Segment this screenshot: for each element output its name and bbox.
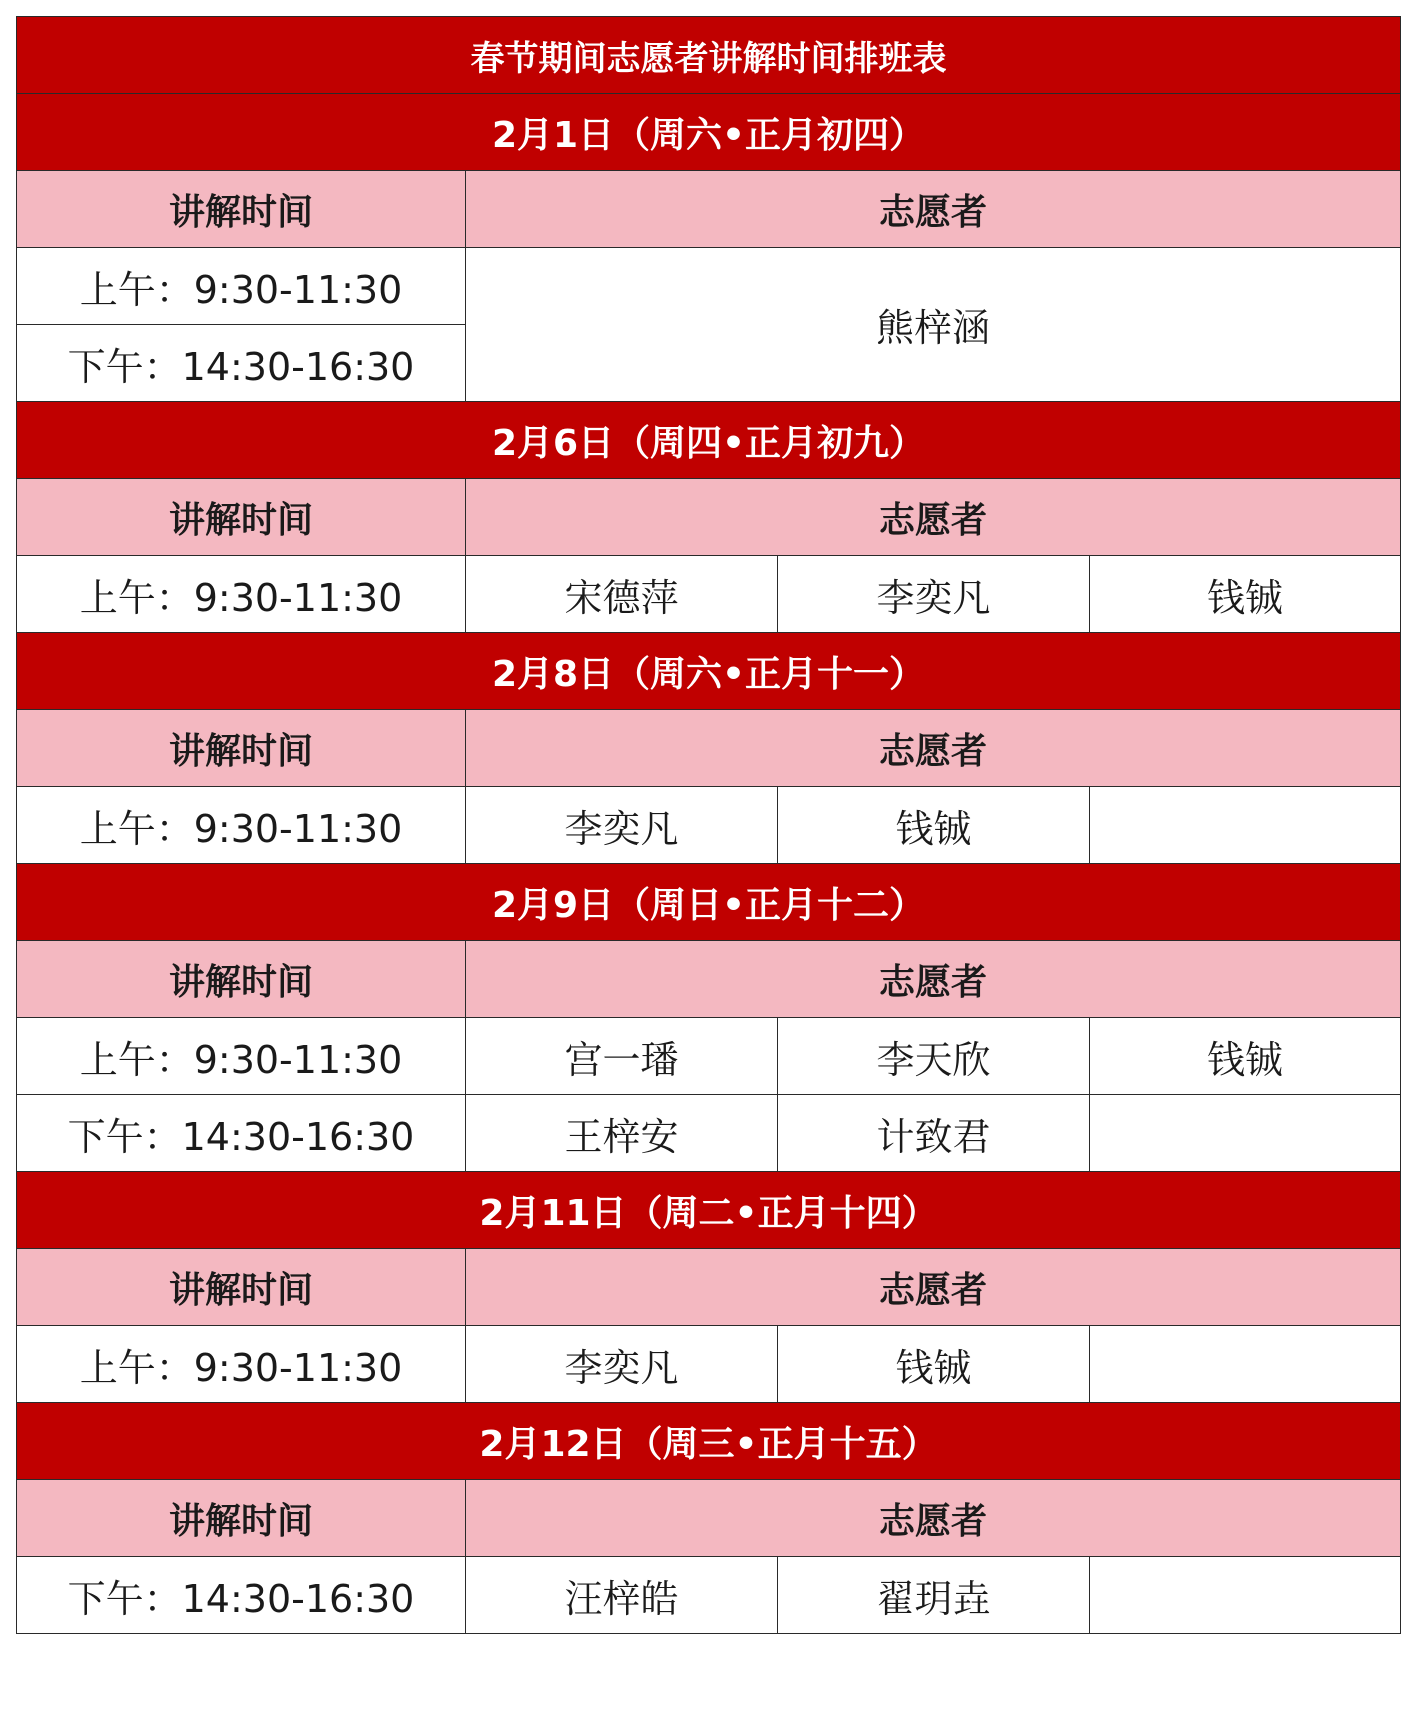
column-header-row	[17, 710, 1401, 787]
schedule-row	[17, 1095, 1401, 1172]
volunteer-name: 钱铖	[778, 1326, 1090, 1403]
schedule-row	[17, 556, 1401, 633]
empty-volunteer-cell	[1090, 1095, 1401, 1172]
time-column-header: 讲解时间	[17, 171, 466, 248]
volunteer-name: 计致君	[778, 1095, 1090, 1172]
date-heading: 2月6日（周四•正月初九）	[17, 402, 1401, 479]
schedule-row	[17, 248, 1401, 325]
volunteer-schedule-table	[16, 16, 1401, 1634]
column-header-row	[17, 1249, 1401, 1326]
date-heading: 2月11日（周二•正月十四）	[17, 1172, 1401, 1249]
date-row	[17, 402, 1401, 479]
volunteer-name: 宫一璠	[466, 1018, 778, 1095]
volunteer-name: 熊梓涵	[466, 248, 1401, 402]
volunteer-name: 汪梓皓	[466, 1557, 778, 1634]
time-column-header: 讲解时间	[17, 941, 466, 1018]
empty-volunteer-cell	[1090, 1557, 1401, 1634]
schedule-row	[17, 1018, 1401, 1095]
date-row	[17, 1403, 1401, 1480]
volunteer-column-header: 志愿者	[466, 1480, 1401, 1557]
time-column-header: 讲解时间	[17, 1249, 466, 1326]
volunteer-name: 李天欣	[778, 1018, 1090, 1095]
volunteer-column-header: 志愿者	[466, 941, 1401, 1018]
time-slot: 上午：9:30-11:30	[17, 556, 466, 633]
date-row	[17, 864, 1401, 941]
volunteer-name: 翟玥垚	[778, 1557, 1090, 1634]
volunteer-name: 钱铖	[1090, 1018, 1401, 1095]
schedule-row	[17, 787, 1401, 864]
column-header-row	[17, 479, 1401, 556]
date-heading: 2月12日（周三•正月十五）	[17, 1403, 1401, 1480]
date-heading: 2月1日（周六•正月初四）	[17, 94, 1401, 171]
time-slot: 上午：9:30-11:30	[17, 248, 466, 325]
date-heading: 2月8日（周六•正月十一）	[17, 633, 1401, 710]
time-slot: 上午：9:30-11:30	[17, 1326, 466, 1403]
volunteer-column-header: 志愿者	[466, 171, 1401, 248]
time-slot: 上午：9:30-11:30	[17, 1018, 466, 1095]
empty-volunteer-cell	[1090, 1326, 1401, 1403]
title-row	[17, 17, 1401, 94]
date-row	[17, 94, 1401, 171]
volunteer-name: 李奕凡	[778, 556, 1090, 633]
time-slot: 下午：14:30-16:30	[17, 1095, 466, 1172]
time-slot: 上午：9:30-11:30	[17, 787, 466, 864]
date-row	[17, 633, 1401, 710]
column-header-row	[17, 1480, 1401, 1557]
column-header-row	[17, 941, 1401, 1018]
time-slot: 下午：14:30-16:30	[17, 325, 466, 402]
time-column-header: 讲解时间	[17, 710, 466, 787]
volunteer-column-header: 志愿者	[466, 1249, 1401, 1326]
volunteer-column-header: 志愿者	[466, 479, 1401, 556]
schedule-title: 春节期间志愿者讲解时间排班表	[17, 17, 1401, 94]
date-heading: 2月9日（周日•正月十二）	[17, 864, 1401, 941]
volunteer-name: 钱铖	[1090, 556, 1401, 633]
schedule-row	[17, 1557, 1401, 1634]
volunteer-name: 王梓安	[466, 1095, 778, 1172]
schedule-table-container	[16, 16, 1400, 1634]
volunteer-name: 李奕凡	[466, 1326, 778, 1403]
time-slot: 下午：14:30-16:30	[17, 1557, 466, 1634]
time-column-header: 讲解时间	[17, 1480, 466, 1557]
time-column-header: 讲解时间	[17, 479, 466, 556]
empty-volunteer-cell	[1090, 787, 1401, 864]
volunteer-name: 宋德萍	[466, 556, 778, 633]
date-row	[17, 1172, 1401, 1249]
column-header-row	[17, 171, 1401, 248]
volunteer-name: 钱铖	[778, 787, 1090, 864]
schedule-row	[17, 1326, 1401, 1403]
volunteer-column-header: 志愿者	[466, 710, 1401, 787]
volunteer-name: 李奕凡	[466, 787, 778, 864]
